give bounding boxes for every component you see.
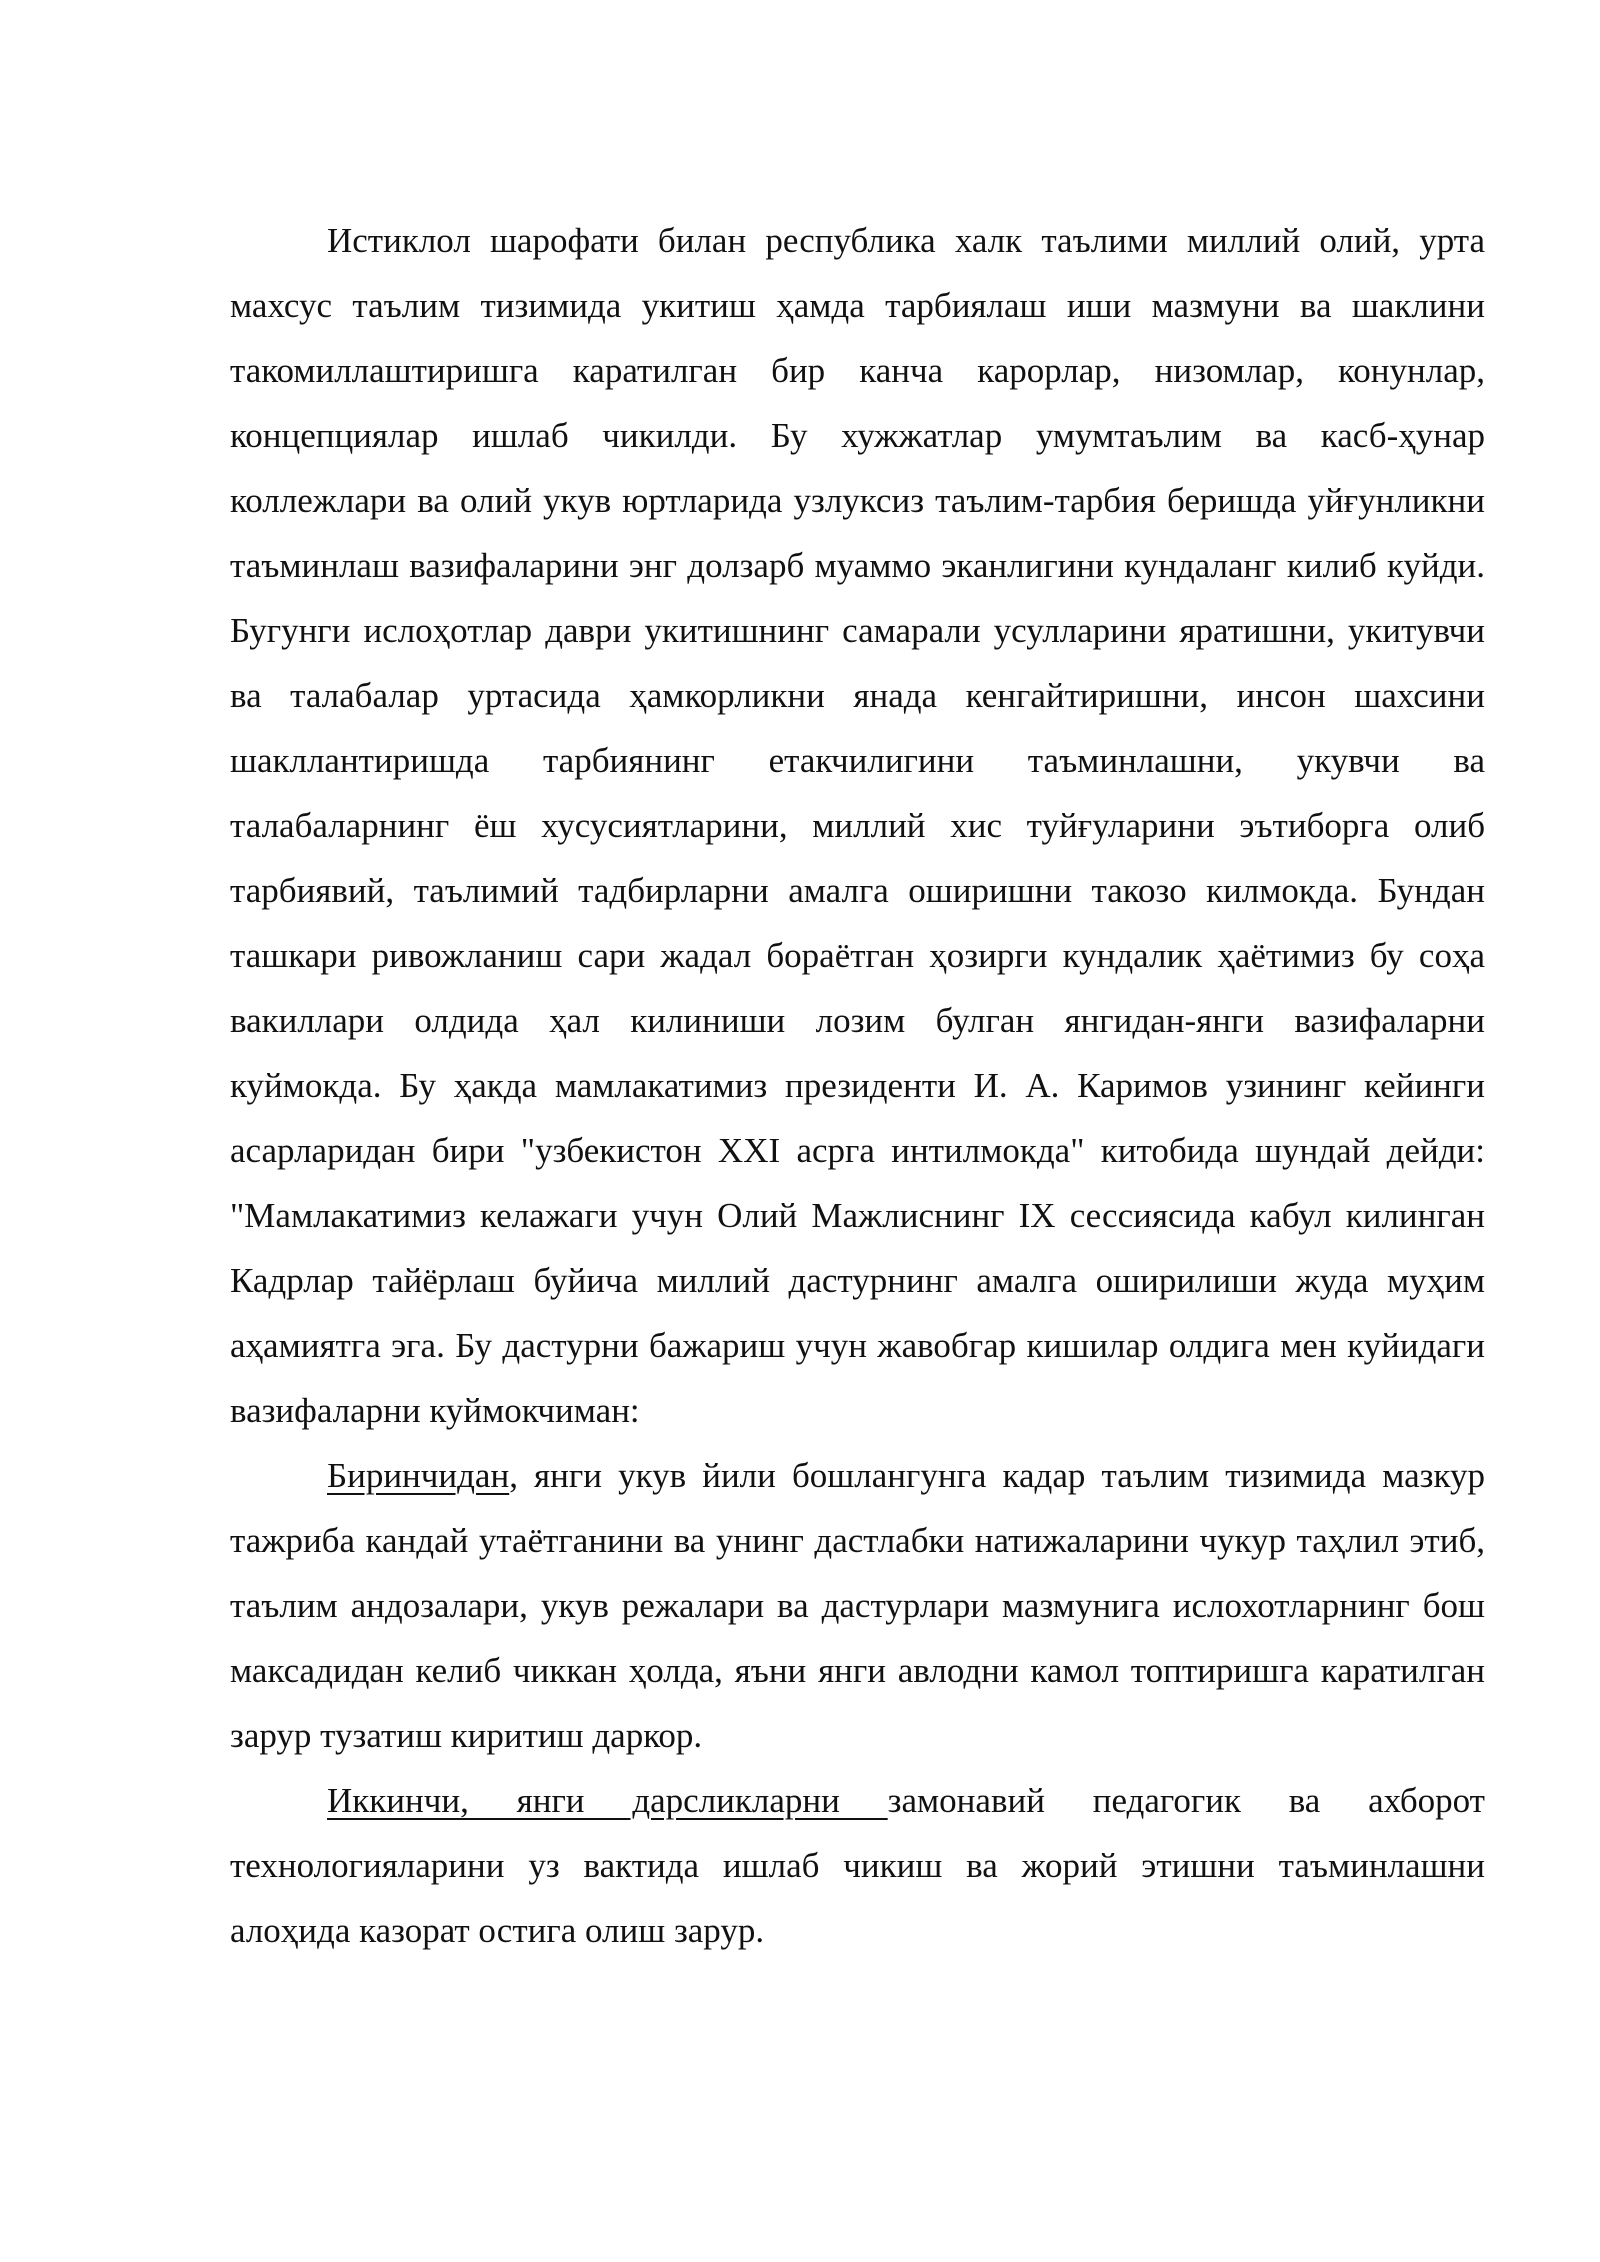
paragraph-first-text: , янги укув йили бошлангунга кадар таълим тизимида мазкур тажриба кандай утаётганини ва унинг дастлабки натижаларини чукур таҳлил этиб, таълим андозалари, укув режалари ва дастурлари мазмунига ислохотларнинг бош максадидан келиб чиккан ҳолда, яъни янги авлодни камол топтиришга каратилган зарур тузатиш киритиш даркор. <box>230 1456 1485 1755</box>
paragraph-first-lead: Биринчидан <box>327 1456 510 1495</box>
document-page <box>230 208 1485 1963</box>
paragraph-second-lead: Иккинчи, янги дарсликларни <box>327 1781 888 1820</box>
paragraph-second <box>230 1768 1485 1963</box>
paragraph-intro-text: Истиклол шарофати билан республика халк таълими миллий олий, урта махсус таълим тизимида укитиш ҳамда тарбиялаш иши мазмуни ва шаклини такомиллаштиришга каратилган бир канча карорлар, низомлар, конунлар, концепциялар ишлаб чикилди. Бу хужжатлар умумтаълим ва касб-ҳунар коллежлари ва олий укув юртларида узлуксиз таълим-тарбия беришда уйғунликни таъминлаш вазифаларини энг долзарб муаммо эканлигини кундаланг килиб куйди. Бугунги ислоҳотлар даври укитишнинг самарали усулларини яратишни, укитувчи ва талабалар уртасида ҳамкорликни янада кенгайтиришни, инсон шахсини шакллантиришда тарбиянинг етакчилигини таъминлашни, укувчи ва талабаларнинг ёш хусусиятларини, миллий хис туйғуларини эътиборга олиб тарбиявий, таълимий тадбирларни амалга оширишни такозо килмокда. Бундан ташкари ривожланиш сари жадал бораётган ҳозирги кундалик ҳаётимиз бу соҳа вакиллари олдида ҳал килиниши лозим булган янгидан-янги вазифаларни куймокда. Бу ҳакда мамлакатимиз президенти И. А. Каримов узининг кейинги асарларидан бири "узбекистон XXI асрга интилмокда" китобида шундай дейди: "Мамлакатимиз келажаги учун Олий Мажлиснинг IX сессиясида кабул килинган Кадрлар тайёрлаш буйича миллий дастурнинг амалга оширилиши жуда муҳим аҳамиятга эга. Бу дастурни бажариш учун жавобгар кишилар олдига мен куйидаги вазифаларни куймокчиман: <box>230 221 1485 1430</box>
paragraph-second-text: замонавий педагогик ва ахборот технологияларини уз вактида ишлаб чикиш ва жорий этишни таъминлашни алоҳида казорат остига олиш зарур. <box>230 1781 1485 1950</box>
paragraph-first <box>230 1443 1485 1768</box>
paragraph-intro <box>230 208 1485 1443</box>
